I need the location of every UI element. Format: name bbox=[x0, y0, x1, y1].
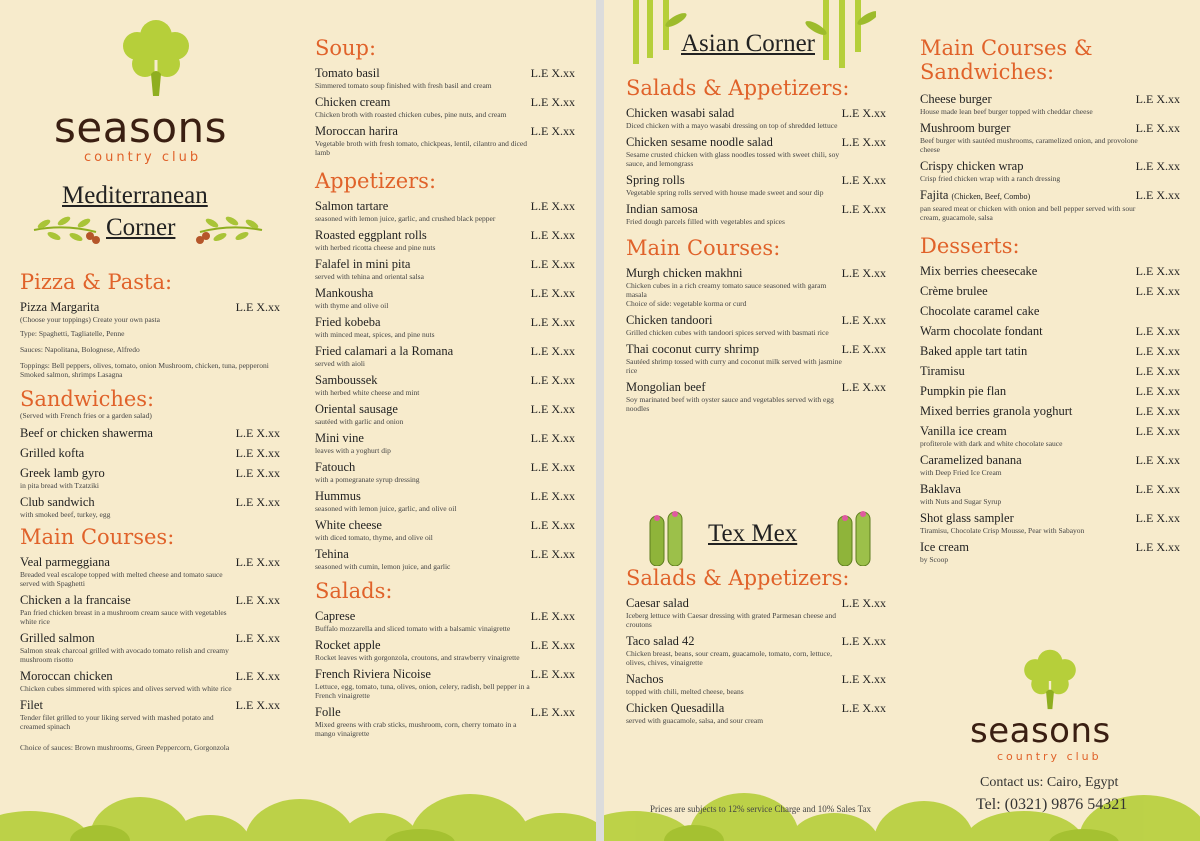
item-description: seasoned with lemon juice, garlic, and crushed black pepper bbox=[315, 214, 496, 223]
menu-item bbox=[626, 672, 886, 696]
menu-item bbox=[20, 446, 280, 461]
section-title-appetizers: Appetizers: bbox=[315, 169, 437, 193]
menu-item bbox=[920, 453, 1180, 477]
section-title-asian-salads: Salads & Appetizers: bbox=[626, 76, 850, 100]
menu-item bbox=[315, 431, 575, 455]
item-description: Rocket leaves with gorgonzola, croutons, and strawberry vinaigrette bbox=[315, 653, 520, 662]
main-course-list bbox=[20, 555, 280, 731]
menu-item bbox=[315, 257, 575, 281]
section-title-texmex-salads: Salads & Appetizers: bbox=[626, 566, 850, 590]
section-title-asian-main: Main Courses: bbox=[626, 236, 781, 260]
menu-column-4 bbox=[626, 566, 886, 730]
menu-item bbox=[315, 95, 575, 119]
item-description: Grilled chicken cubes with tandoori spices served with basmati rice bbox=[626, 328, 829, 337]
item-name-text: Greek lamb gyro bbox=[20, 466, 105, 480]
menu-item bbox=[920, 364, 1180, 379]
item-price: L.E X.xx bbox=[235, 426, 280, 440]
section-title-sandwiches: Sandwiches: bbox=[20, 387, 155, 411]
asian-main-list bbox=[626, 266, 886, 413]
menu-item bbox=[20, 300, 280, 324]
item-description: Lettuce, egg, tomato, tuna, olives, onion, celery, radish, bell pepper in a French vinaigrette bbox=[315, 682, 530, 700]
item-price: L.E X.xx bbox=[1135, 264, 1180, 278]
item-name-text: Chicken a la francaise bbox=[20, 593, 131, 607]
item-price: L.E X.xx bbox=[1135, 324, 1180, 338]
item-description: with minced meat, spices, and pine nuts bbox=[315, 330, 435, 339]
menu-item bbox=[315, 286, 575, 310]
item-price: L.E X.xx bbox=[841, 173, 886, 187]
item-name-text: Club sandwich bbox=[20, 495, 95, 509]
item-description: served with tehina and oriental salsa bbox=[315, 272, 424, 281]
menu-item bbox=[920, 284, 1180, 299]
item-name-text: Chicken tandoori bbox=[626, 313, 713, 327]
main-sandwich-list bbox=[920, 92, 1180, 222]
item-price: L.E X.xx bbox=[530, 547, 575, 561]
tex-mex-title: Tex Mex bbox=[708, 520, 798, 547]
item-price: L.E X.xx bbox=[841, 266, 886, 280]
item-name-text: Fajita bbox=[920, 188, 949, 202]
item-description: with smoked beef, turkey, egg bbox=[20, 510, 111, 519]
item-description: Chicken breast, beans, sour cream, guacamole, tomato, corn, lettuce, olives, chives, vinaigrette bbox=[626, 649, 832, 667]
item-price: L.E X.xx bbox=[1135, 540, 1180, 554]
item-description: in pita bread with Tzatziki bbox=[20, 481, 100, 490]
item-price: L.E X.xx bbox=[1135, 364, 1180, 378]
dessert-list bbox=[920, 264, 1180, 564]
item-price: L.E X.xx bbox=[235, 555, 280, 569]
item-description: Vegetable broth with fresh tomato, chickpeas, lentil, cilantro and diced lamb bbox=[315, 139, 528, 157]
item-description: by Scoop bbox=[920, 555, 949, 564]
menu-item bbox=[920, 344, 1180, 359]
menu-item bbox=[920, 92, 1180, 116]
item-price: L.E X.xx bbox=[235, 300, 280, 314]
menu-page-right bbox=[604, 0, 1200, 841]
item-description: with herbed white cheese and mint bbox=[315, 388, 420, 397]
item-price: L.E X.xx bbox=[530, 638, 575, 652]
item-price: L.E X.xx bbox=[530, 609, 575, 623]
item-description: with herbed ricotta cheese and pine nuts bbox=[315, 243, 436, 252]
item-description: Tiramisu, Chocolate Crisp Mousse, Pear with Sabayon bbox=[920, 526, 1085, 535]
sandwiches-note: (Served with French fries or a garden salad) bbox=[20, 411, 152, 420]
item-description: seasoned with cumin, lemon juice, and garlic bbox=[315, 562, 451, 571]
item-name-text: Samboussek bbox=[315, 373, 378, 387]
item-price: L.E X.xx bbox=[530, 518, 575, 532]
item-price: L.E X.xx bbox=[235, 446, 280, 460]
section-title-desserts: Desserts: bbox=[920, 234, 1020, 258]
item-price: L.E X.xx bbox=[530, 124, 575, 138]
item-name-text: Fried calamari a la Romana bbox=[315, 344, 454, 358]
item-price: L.E X.xx bbox=[530, 431, 575, 445]
sauce-choice-note: Choice of sauces: Brown mushrooms, Green Peppercorn, Gorgonzola bbox=[20, 743, 230, 752]
texmex-list bbox=[626, 596, 886, 725]
menu-item bbox=[315, 609, 575, 633]
item-price: L.E X.xx bbox=[1135, 511, 1180, 525]
item-name-text: Mongolian beef bbox=[626, 380, 706, 394]
menu-item bbox=[920, 424, 1180, 448]
item-price: L.E X.xx bbox=[1135, 404, 1180, 418]
item-price: L.E X.xx bbox=[841, 596, 886, 610]
menu-item bbox=[315, 489, 575, 513]
cactus-left-icon bbox=[644, 510, 688, 566]
menu-item bbox=[626, 634, 886, 667]
item-name-text: Tomato basil bbox=[315, 66, 380, 80]
item-name-text: Fried kobeba bbox=[315, 315, 381, 329]
item-price: L.E X.xx bbox=[530, 460, 575, 474]
item-name-text: Beef or chicken shawerma bbox=[20, 426, 153, 440]
item-price: L.E X.xx bbox=[841, 106, 886, 120]
item-price: L.E X.xx bbox=[841, 701, 886, 715]
item-price: L.E X.xx bbox=[530, 228, 575, 242]
item-price: L.E X.xx bbox=[530, 705, 575, 719]
item-description: (Choose your toppings) Create your own pasta bbox=[20, 315, 160, 324]
menu-item bbox=[315, 667, 575, 700]
olive-branch-right-icon bbox=[196, 210, 266, 246]
item-description: profiterole with dark and white chocolate sauce bbox=[920, 439, 1063, 448]
item-price: L.E X.xx bbox=[235, 631, 280, 645]
soup-list bbox=[315, 66, 575, 157]
logo-wordmark-bottom: seasons bbox=[970, 711, 1111, 751]
item-description: sautéed with garlic and onion bbox=[315, 417, 404, 426]
menu-item bbox=[920, 384, 1180, 399]
item-price: L.E X.xx bbox=[841, 380, 886, 394]
item-name-text: White cheese bbox=[315, 518, 382, 532]
menu-column-2 bbox=[315, 36, 575, 743]
menu-item bbox=[626, 202, 886, 226]
menu-item bbox=[20, 495, 280, 519]
menu-item bbox=[315, 518, 575, 542]
pizza-toppings-note: Toppings: Bell peppers, olives, tomato, onion Mushroom, chicken, tuna, pepperoni Smoked salmon, shrimps Lasagna bbox=[20, 361, 269, 379]
menu-item bbox=[920, 188, 1180, 222]
menu-item bbox=[920, 159, 1180, 183]
item-name-text: Ice cream bbox=[920, 540, 969, 554]
item-description: Sesame crusted chicken with glass noodles tossed with sweet chili, soy sauce, and lemongrass bbox=[626, 150, 840, 168]
item-price: L.E X.xx bbox=[235, 466, 280, 480]
item-price: L.E X.xx bbox=[1135, 424, 1180, 438]
item-price: L.E X.xx bbox=[1135, 121, 1180, 135]
item-name-text: Warm chocolate fondant bbox=[920, 324, 1043, 338]
item-description: topped with chili, melted cheese, beans bbox=[626, 687, 744, 696]
item-price: L.E X.xx bbox=[1135, 92, 1180, 106]
item-name-text: Chicken wasabi salad bbox=[626, 106, 735, 120]
menu-item bbox=[626, 106, 886, 130]
item-description: pan seared meat or chicken with onion and bell pepper served with sour cream, guacamole, salsa bbox=[920, 204, 1136, 222]
bushes-decoration-icon bbox=[0, 751, 596, 841]
item-description: Chicken cubes in a rich creamy tomato sauce seasoned with garam masala bbox=[626, 281, 827, 299]
item-description: Salmon steak charcoal grilled with avocado tomato relish and creamy mushroom risotto bbox=[20, 646, 229, 664]
item-description: Sautéed shrimp tossed with curry and coconut milk served with jasmine rice bbox=[626, 357, 842, 375]
item-name bbox=[920, 304, 1180, 319]
menu-item bbox=[920, 511, 1180, 535]
item-description: Diced chicken with a mayo wasabi dressing on top of shredded lettuce bbox=[626, 121, 838, 130]
item-price: L.E X.xx bbox=[841, 135, 886, 149]
item-price: L.E X.xx bbox=[530, 257, 575, 271]
item-name-text: Baklava bbox=[920, 482, 961, 496]
section-title-main-courses: Main Courses: bbox=[20, 525, 175, 549]
item-description: with a pomegranate syrup dressing bbox=[315, 475, 420, 484]
tax-footer-note: Prices are subjects to 12% service Charge and 10% Sales Tax bbox=[650, 804, 871, 814]
menu-item bbox=[920, 121, 1180, 154]
item-price: L.E X.xx bbox=[530, 373, 575, 387]
sandwich-list bbox=[20, 426, 280, 519]
item-name: Pizza Margarita bbox=[20, 300, 100, 314]
item-name-text: Cheese burger bbox=[920, 92, 992, 106]
pasta-types-note: Type: Spaghetti, Tagliatelle, Penne bbox=[20, 329, 125, 338]
logo-subtitle-bottom: country club bbox=[997, 750, 1102, 763]
item-name-text: Folle bbox=[315, 705, 341, 719]
item-description: Breaded veal escalope topped with melted cheese and tomato sauce served with Spaghetti bbox=[20, 570, 223, 588]
item-name-text: Grilled salmon bbox=[20, 631, 95, 645]
item-description: served with aioli bbox=[315, 359, 365, 368]
menu-item bbox=[920, 264, 1180, 279]
item-name-text: Moroccan chicken bbox=[20, 669, 113, 683]
menu-item bbox=[20, 593, 280, 626]
section-title-soup: Soup: bbox=[315, 36, 377, 60]
item-name-text: Caramelized banana bbox=[920, 453, 1022, 467]
item-name-text: Rocket apple bbox=[315, 638, 381, 652]
item-price: L.E X.xx bbox=[530, 402, 575, 416]
menu-column-3 bbox=[626, 76, 886, 418]
pasta-sauces-note: Sauces: Napolitana, Bolognese, Alfredo bbox=[20, 345, 140, 354]
item-description: Soy marinated beef with oyster sauce and vegetables served with egg noodles bbox=[626, 395, 834, 413]
menu-item bbox=[315, 373, 575, 397]
item-price: L.E X.xx bbox=[1135, 482, 1180, 496]
tree-logo-icon bbox=[115, 14, 197, 106]
item-price: L.E X.xx bbox=[1135, 384, 1180, 398]
item-description: Pan fried chicken breast in a mushroom cream sauce with vegetables white rice bbox=[20, 608, 227, 626]
contact-phone: Tel: (0321) 9876 54321 bbox=[976, 796, 1128, 813]
item-description: with Nuts and Sugar Syrup bbox=[920, 497, 1002, 506]
item-name-text: Tehina bbox=[315, 547, 349, 561]
item-description: Crisp fried chicken wrap with a ranch dressing bbox=[920, 174, 1061, 183]
item-name-text: Chicken Quesadilla bbox=[626, 701, 725, 715]
tree-logo-bottom-icon bbox=[1016, 645, 1084, 717]
menu-item bbox=[315, 547, 575, 571]
menu-item bbox=[315, 228, 575, 252]
menu-item bbox=[20, 669, 280, 693]
olive-branch-left-icon bbox=[30, 210, 100, 246]
item-description: Beef burger with sautéed mushrooms, caramelized onion, and provolone cheese bbox=[920, 136, 1138, 154]
item-price: L.E X.xx bbox=[530, 315, 575, 329]
item-price: L.E X.xx bbox=[530, 95, 575, 109]
cactus-right-icon bbox=[832, 510, 876, 566]
menu-item bbox=[20, 466, 280, 490]
item-description: Iceberg lettuce with Caesar dressing with grated Parmesan cheese and croutons bbox=[626, 611, 836, 629]
menu-item bbox=[20, 698, 280, 731]
asian-salad-list bbox=[626, 106, 886, 226]
item-price: L.E X.xx bbox=[235, 698, 280, 712]
section-title-main-sandwiches-line1: Main Courses & bbox=[920, 36, 1093, 60]
appetizer-list bbox=[315, 199, 575, 571]
item-name-text: French Riviera Nicoise bbox=[315, 667, 431, 681]
item-description: served with guacamole, salsa, and sour cream bbox=[626, 716, 764, 725]
menu-item bbox=[920, 540, 1180, 564]
item-name-text: Crème brulee bbox=[920, 284, 988, 298]
item-description: Buffalo mozzarella and sliced tomato with a balsamic vinaigrette bbox=[315, 624, 511, 633]
item-name-text: Murgh chicken makhni bbox=[626, 266, 743, 280]
item-name-text: Indian samosa bbox=[626, 202, 698, 216]
item-description: with thyme and olive oil bbox=[315, 301, 389, 310]
menu-page-left bbox=[0, 0, 596, 841]
item-name-text: Chicken sesame noodle salad bbox=[626, 135, 773, 149]
menu-item bbox=[315, 638, 575, 662]
menu-item bbox=[626, 173, 886, 197]
corner-title-line2: Corner bbox=[106, 214, 176, 241]
item-name-text: Veal parmeggiana bbox=[20, 555, 110, 569]
menu-item bbox=[920, 482, 1180, 506]
item-name-text: Pumpkin pie flan bbox=[920, 384, 1007, 398]
menu-item bbox=[315, 199, 575, 223]
item-name-text: Hummus bbox=[315, 489, 361, 503]
menu-column-1 bbox=[20, 270, 280, 759]
menu-item bbox=[920, 404, 1180, 419]
item-name-text: Mushroom burger bbox=[920, 121, 1011, 135]
item-name-text: Chocolate caramel cake bbox=[920, 304, 1040, 318]
item-price: L.E X.xx bbox=[1135, 284, 1180, 298]
item-name-text: Grilled kofta bbox=[20, 446, 85, 460]
item-price: L.E X.xx bbox=[1135, 159, 1180, 173]
item-description: seasoned with lemon juice, garlic, and olive oil bbox=[315, 504, 457, 513]
menu-item bbox=[626, 380, 886, 413]
item-description: Vegetable spring rolls served with house made sweet and sour dip bbox=[626, 188, 824, 197]
item-name-text: Chicken cream bbox=[315, 95, 391, 109]
item-name-text: Salmon tartare bbox=[315, 199, 389, 213]
menu-item bbox=[315, 402, 575, 426]
item-price: L.E X.xx bbox=[1135, 453, 1180, 467]
menu-item bbox=[315, 344, 575, 368]
item-price: L.E X.xx bbox=[530, 286, 575, 300]
item-name-text: Nachos bbox=[626, 672, 664, 686]
salad-list bbox=[315, 609, 575, 738]
menu-item bbox=[20, 426, 280, 441]
contact-address: Contact us: Cairo, Egypt bbox=[980, 775, 1119, 790]
item-name-text: Thai coconut curry shrimp bbox=[626, 342, 759, 356]
item-price: L.E X.xx bbox=[841, 672, 886, 686]
logo-wordmark: seasons bbox=[54, 103, 228, 152]
item-description: Simmered tomato soup finished with fresh basil and cream bbox=[315, 81, 492, 90]
menu-item bbox=[315, 705, 575, 738]
item-price: L.E X.xx bbox=[235, 593, 280, 607]
menu-item bbox=[626, 596, 886, 629]
item-name-text: Moroccan harira bbox=[315, 124, 398, 138]
item-name-text: Shot glass sampler bbox=[920, 511, 1014, 525]
logo-subtitle: country club bbox=[84, 150, 202, 165]
menu-item bbox=[626, 701, 886, 725]
menu-item bbox=[626, 135, 886, 168]
asian-corner-title: Asian Corner bbox=[681, 30, 815, 57]
item-price: L.E X.xx bbox=[1135, 344, 1180, 358]
item-price: L.E X.xx bbox=[841, 634, 886, 648]
section-title-pizza-pasta: Pizza & Pasta: bbox=[20, 270, 173, 294]
item-price: L.E X.xx bbox=[235, 495, 280, 509]
item-name-text: Mankousha bbox=[315, 286, 374, 300]
item-name-text: Tiramisu bbox=[920, 364, 965, 378]
menu-item bbox=[315, 315, 575, 339]
menu-column-5 bbox=[920, 36, 1180, 569]
item-name-text: Mini vine bbox=[315, 431, 364, 445]
item-name-variants: (Chicken, Beef, Combo) bbox=[951, 192, 1031, 201]
corner-title-line1: Mediterranean bbox=[62, 182, 208, 209]
menu-item bbox=[626, 342, 886, 375]
item-price: L.E X.xx bbox=[1135, 188, 1180, 202]
item-name-text: Spring rolls bbox=[626, 173, 685, 187]
item-price: L.E X.xx bbox=[530, 199, 575, 213]
menu-item bbox=[920, 304, 1180, 319]
item-description: Tender filet grilled to your liking served with mashed potato and creamed spinach bbox=[20, 713, 214, 731]
menu-item bbox=[315, 460, 575, 484]
item-name-text: Crispy chicken wrap bbox=[920, 159, 1024, 173]
item-name-text: Filet bbox=[20, 698, 43, 712]
menu-item bbox=[20, 555, 280, 588]
item-name-text: Caesar salad bbox=[626, 596, 689, 610]
item-name-text: Falafel in mini pita bbox=[315, 257, 411, 271]
menu-item bbox=[626, 313, 886, 337]
menu-item bbox=[315, 124, 575, 157]
item-description: House made lean beef burger topped with cheddar cheese bbox=[920, 107, 1093, 116]
item-description: Mixed greens with crab sticks, mushroom, corn, cherry tomato in a mango vinaigrette bbox=[315, 720, 517, 738]
item-price: L.E X.xx bbox=[235, 669, 280, 683]
menu-item bbox=[315, 66, 575, 90]
item-description: Fried dough parcels filled with vegetables and spices bbox=[626, 217, 785, 226]
item-side-choice: Choice of side: vegetable korma or curd bbox=[626, 299, 747, 308]
item-price: L.E X.xx bbox=[841, 342, 886, 356]
item-price: L.E X.xx bbox=[530, 344, 575, 358]
item-name-text: Oriental sausage bbox=[315, 402, 398, 416]
item-name-text: Taco salad 42 bbox=[626, 634, 695, 648]
item-name-text: Vanilla ice cream bbox=[920, 424, 1007, 438]
section-title-salads: Salads: bbox=[315, 579, 393, 603]
item-price: L.E X.xx bbox=[530, 667, 575, 681]
item-description: Chicken broth with roasted chicken cubes, pine nuts, and cream bbox=[315, 110, 507, 119]
item-name-text: Roasted eggplant rolls bbox=[315, 228, 427, 242]
item-name-text: Baked apple tart tatin bbox=[920, 344, 1028, 358]
item-description: Chicken cubes simmered with spices and olives served with white rice bbox=[20, 684, 232, 693]
item-name-text: Caprese bbox=[315, 609, 356, 623]
item-name-text: Mixed berries granola yoghurt bbox=[920, 404, 1073, 418]
menu-item bbox=[626, 266, 886, 308]
item-name-text: Fatouch bbox=[315, 460, 356, 474]
item-name-text: Mix berries cheesecake bbox=[920, 264, 1038, 278]
menu-item bbox=[920, 324, 1180, 339]
item-price: L.E X.xx bbox=[841, 313, 886, 327]
item-description: with diced tomato, thyme, and olive oil bbox=[315, 533, 433, 542]
item-price: L.E X.xx bbox=[841, 202, 886, 216]
section-title-main-sandwiches-line2: Sandwiches: bbox=[920, 60, 1055, 84]
item-description: leaves with a yoghurt dip bbox=[315, 446, 391, 455]
item-price: L.E X.xx bbox=[530, 66, 575, 80]
item-description: with Deep Fried Ice Cream bbox=[920, 468, 1002, 477]
menu-item bbox=[20, 631, 280, 664]
item-price: L.E X.xx bbox=[530, 489, 575, 503]
